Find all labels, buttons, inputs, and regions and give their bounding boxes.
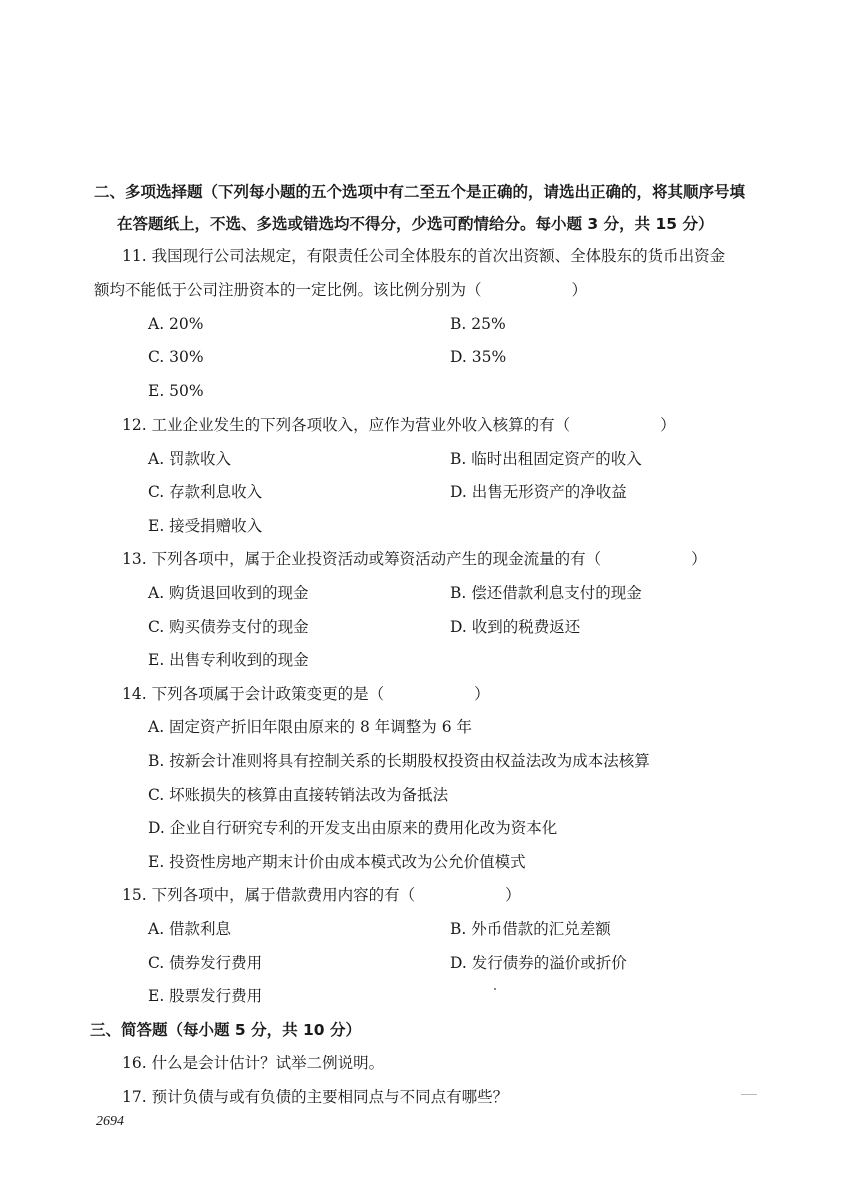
q12-option-e: E. 接受捐赠收入: [148, 517, 263, 535]
q15-option-b: B. 外币借款的汇兑差额: [450, 920, 611, 938]
page-code: 2694: [96, 1114, 124, 1129]
q11-option-b: B. 25%: [450, 315, 506, 333]
q13-option-b: B. 偿还借款利息支付的现金: [450, 584, 642, 602]
q12-option-d: D. 出售无形资产的净收益: [450, 483, 627, 501]
q14-option-e: E. 投资性房地产期末计价由成本模式改为公允价值模式: [148, 853, 526, 871]
q14-option-b: B. 按新会计准则将具有控制关系的长期股权投资由权益法改为成本法核算: [148, 752, 650, 770]
q15-option-c: C. 债券发行费用: [148, 954, 263, 972]
q11-option-a: A. 20%: [148, 315, 204, 333]
question-11-stem-line1: 11. 我国现行公司法规定，有限责任公司全体股东的首次出资额、全体股东的货币出资金: [122, 247, 726, 265]
question-11-stem-line2: 额均不能低于公司注册资本的一定比例。该比例分别为（ ）: [94, 281, 588, 299]
q12-option-b: B. 临时出租固定资产的收入: [450, 450, 642, 468]
q13-option-e: E. 出售专利收到的现金: [148, 651, 309, 669]
q12-option-c: C. 存款利息收入: [148, 483, 263, 501]
q15-option-a: A. 借款利息: [148, 920, 232, 938]
question-16: 16. 什么是会计估计？试举二例说明。: [122, 1054, 385, 1072]
q12-option-a: A. 罚款收入: [148, 450, 232, 468]
q11-option-d: D. 35%: [450, 348, 507, 366]
q13-option-c: C. 购买债券支付的现金: [148, 618, 309, 636]
q14-option-a: A. 固定资产折旧年限由原来的 8 年调整为 6 年: [148, 718, 472, 736]
q14-option-d: D. 企业自行研究专利的开发支出由原来的费用化改为资本化: [148, 819, 558, 837]
question-15-stem: 15. 下列各项中，属于借款费用内容的有（ ）: [122, 886, 521, 904]
q11-option-e: E. 50%: [148, 382, 204, 400]
q15-option-e: E. 股票发行费用: [148, 987, 263, 1005]
section2-heading-line2: 在答题纸上，不选、多选或错选均不得分，少选可酌情给分。每小题 3 分，共 15 分）: [117, 215, 714, 233]
q13-option-d: D. 收到的税费返还: [450, 618, 581, 636]
question-14-stem: 14. 下列各项属于会计政策变更的是（ ）: [122, 685, 490, 703]
section3-heading: 三、简答题（每小题 5 分，共 10 分）: [90, 1021, 361, 1039]
q14-option-c: C. 坏账损失的核算由直接转销法改为备抵法: [148, 786, 449, 804]
section2-heading-line1: 二、多项选择题（下列每小题的五个选项中有二至五个是正确的，请选出正确的，将其顺序号填: [94, 183, 746, 201]
q15-option-d: D. 发行债券的溢价或折价: [450, 954, 627, 972]
q13-option-a: A. 购货退回收到的现金: [148, 584, 309, 602]
scan-speck: [494, 988, 496, 990]
question-13-stem: 13. 下列各项中，属于企业投资活动或筹资活动产生的现金流量的有（ ）: [122, 550, 707, 568]
q11-option-c: C. 30%: [148, 348, 204, 366]
question-12-stem: 12. 工业企业发生的下列各项收入，应作为营业外收入核算的有（ ）: [122, 416, 676, 434]
scan-speck: [741, 1094, 757, 1095]
question-17: 17. 预计负债与或有负债的主要相同点与不同点有哪些？: [122, 1088, 509, 1106]
